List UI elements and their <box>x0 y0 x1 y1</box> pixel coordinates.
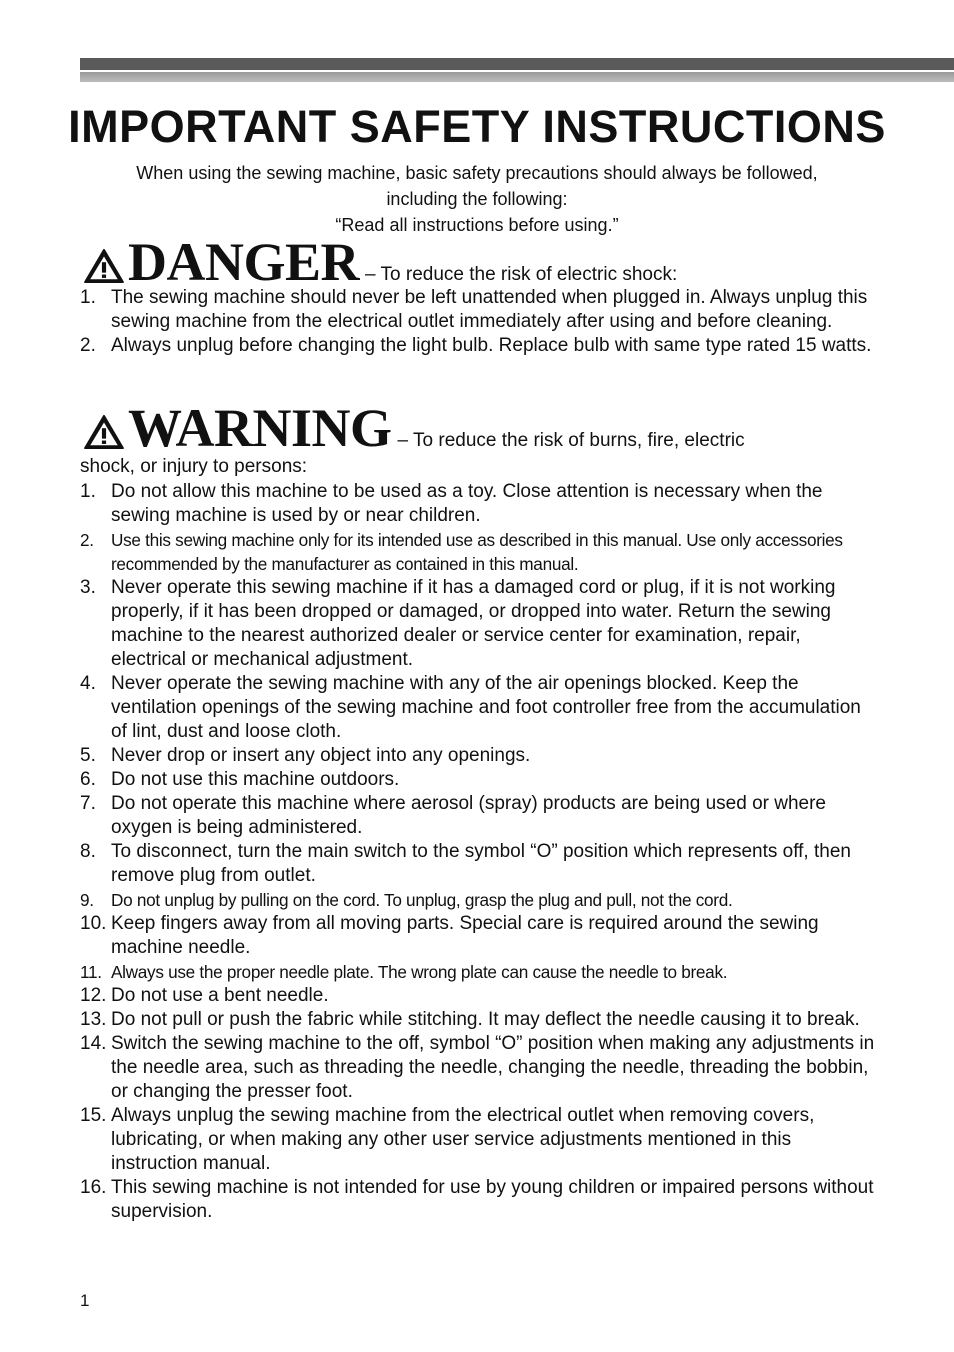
intro-text <box>80 160 874 238</box>
warning-triangle-icon <box>82 414 126 450</box>
danger-signal-word: DANGER <box>128 232 360 292</box>
item-text: Do not allow this machine to be used as a toy. Close attention is necessary when the sewing machine is used by or near children. <box>111 481 823 526</box>
list-item <box>80 984 880 1008</box>
item-number: 16. <box>80 1177 107 1198</box>
list-item <box>80 672 880 744</box>
item-number: 2. <box>80 530 94 550</box>
list-item <box>80 1032 880 1104</box>
item-number: 4. <box>80 673 96 694</box>
warning-description: – To reduce the risk of burns, fire, electric <box>397 430 745 451</box>
list-item <box>80 576 880 672</box>
item-number: 5. <box>80 745 96 766</box>
item-text: Do not use this machine outdoors. <box>111 769 400 790</box>
warning-signal-word: WARNING <box>128 398 392 458</box>
header-bar <box>80 58 954 82</box>
item-number: 7. <box>80 793 96 814</box>
page-number: 1 <box>80 1291 90 1310</box>
item-text: Do not pull or push the fabric while stitching. It may deflect the needle causing it to break. <box>111 1009 860 1030</box>
item-text: This sewing machine is not intended for use by young children or impaired persons without supervision. <box>111 1177 874 1222</box>
item-number: 1. <box>80 481 96 502</box>
danger-heading <box>82 234 677 290</box>
list-item <box>80 792 880 840</box>
list-item <box>80 334 880 358</box>
item-text: Always unplug before changing the light bulb. Replace bulb with same type rated 15 watts. <box>111 335 872 356</box>
item-number: 13. <box>80 1009 107 1030</box>
item-text: The sewing machine should never be left unattended when plugged in. Always unplug this sewing machine from the electrical outlet immediately after using and before cleaning. <box>111 287 868 332</box>
item-number: 11. <box>80 962 102 982</box>
list-item <box>80 912 880 960</box>
item-number: 15. <box>80 1105 107 1126</box>
item-text: Never operate this sewing machine if it has a damaged cord or plug, if it is not working properly, if it has been dropped or damaged, or dropped into water. Return the sewing machine to the nearest authorized dealer or service center for examination, repair, electrical or mechanical adjustment. <box>111 577 836 670</box>
list-item <box>80 744 880 768</box>
item-text: Keep fingers away from all moving parts. Special care is required around the sewing machine needle. <box>111 913 819 958</box>
item-text: Always use the proper needle plate. The wrong plate can cause the needle to break. <box>111 962 728 982</box>
list-item <box>80 840 880 888</box>
list-item <box>80 960 880 984</box>
warning-heading <box>82 400 745 456</box>
page-title: IMPORTANT SAFETY INSTRUCTIONS <box>68 101 886 152</box>
item-number: 3. <box>80 577 96 598</box>
danger-list <box>80 286 880 358</box>
item-number: 2. <box>80 335 96 356</box>
list-item <box>80 768 880 792</box>
warning-description-continued: shock, or injury to persons: <box>80 456 308 477</box>
item-number: 10. <box>80 913 107 934</box>
item-text: To disconnect, turn the main switch to the symbol “O” position which represents off, then remove plug from outlet. <box>111 841 851 886</box>
item-text: Never operate the sewing machine with any of the air openings blocked. Keep the ventilation openings of the sewing machine and foot controller free from the accumulation of lint, dust and loose cloth. <box>111 673 861 742</box>
item-number: 14. <box>80 1033 107 1054</box>
item-text: Switch the sewing machine to the off, symbol “O” position when making any adjustments in the needle area, such as threading the needle, changing the needle, threading the bobbin, or changing the presser foot. <box>111 1033 875 1102</box>
list-item <box>80 528 880 576</box>
item-number: 12. <box>80 985 107 1006</box>
item-number: 1. <box>80 287 96 308</box>
list-item <box>80 1008 880 1032</box>
item-text: Never drop or insert any object into any openings. <box>111 745 531 766</box>
item-number: 8. <box>80 841 96 862</box>
list-item <box>80 1176 880 1224</box>
warning-triangle-icon <box>82 248 126 284</box>
intro-line: including the following: <box>386 189 568 209</box>
intro-quote: “Read all instructions before using.” <box>335 215 619 235</box>
item-text: Use this sewing machine only for its intended use as described in this manual. Use only accessories recommended by the manufacturer as contained in this manual. <box>111 530 843 574</box>
list-item <box>80 888 880 912</box>
warning-list <box>80 480 880 1224</box>
item-text: Always unplug the sewing machine from the electrical outlet when removing covers, lubricating, or when making any other user service adjustments mentioned in this instruction manual. <box>111 1105 815 1174</box>
list-item <box>80 286 880 334</box>
danger-description: – To reduce the risk of electric shock: <box>365 264 678 285</box>
item-text: Do not use a bent needle. <box>111 985 329 1006</box>
item-text: Do not operate this machine where aerosol (spray) products are being used or where oxygen is being administered. <box>111 793 826 838</box>
intro-line: When using the sewing machine, basic safety precautions should always be followed, <box>136 163 818 183</box>
item-number: 6. <box>80 769 96 790</box>
item-number: 9. <box>80 890 94 910</box>
item-text: Do not unplug by pulling on the cord. To unplug, grasp the plug and pull, not the cord. <box>111 890 733 910</box>
list-item <box>80 1104 880 1176</box>
list-item <box>80 480 880 528</box>
